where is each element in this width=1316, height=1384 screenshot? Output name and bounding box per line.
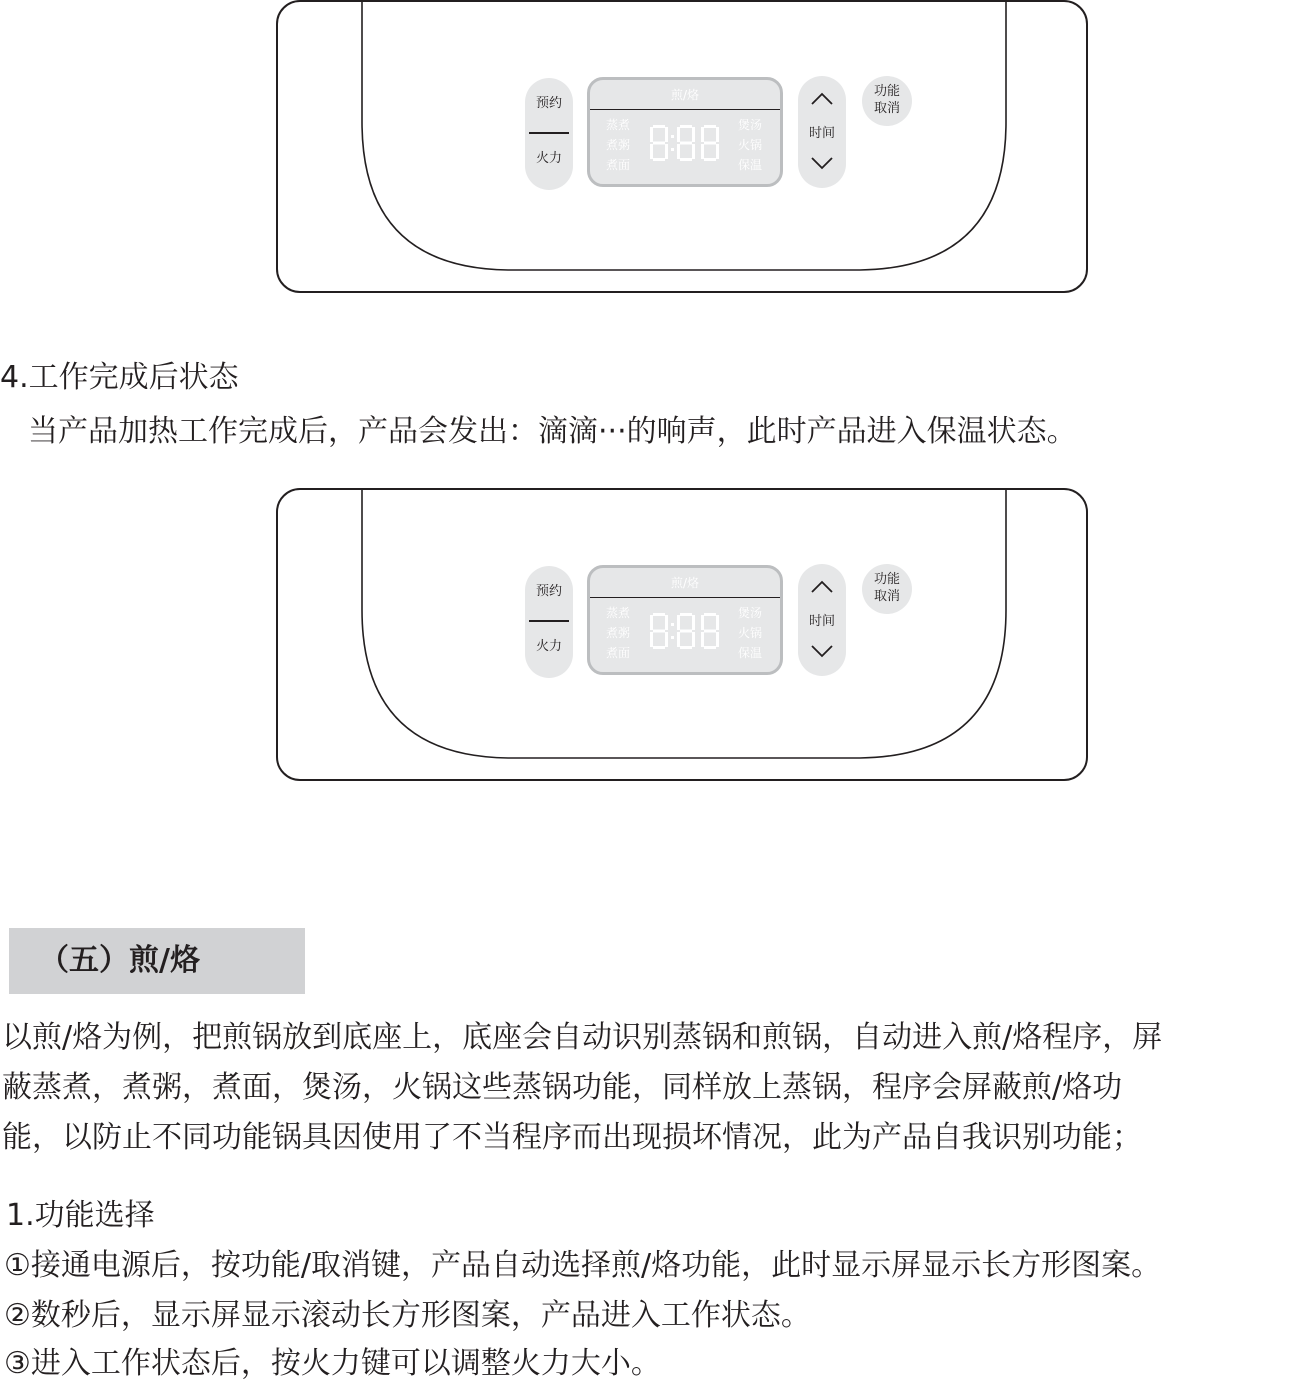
mode-keepwarm: 保温 xyxy=(738,158,763,172)
cancel-label: 取消 xyxy=(873,101,900,116)
mode-steam: 蒸煮 xyxy=(606,118,631,132)
chevron-up-icon[interactable] xyxy=(811,580,833,594)
section-title-box xyxy=(9,928,305,994)
step-3: ③进入工作状态后，按火力键可以调整火力大小。 xyxy=(4,1346,661,1381)
button-divider xyxy=(529,620,569,622)
sub-heading: 1.功能选择 xyxy=(6,1198,155,1233)
mode-porridge: 煮粥 xyxy=(606,138,631,152)
function-label: 功能 xyxy=(873,572,900,587)
screen-header: 煎/烙 xyxy=(590,568,780,598)
step4-heading: 4.工作完成后状态 xyxy=(0,360,239,395)
fire-label: 火力 xyxy=(535,639,562,654)
mode-keepwarm: 保温 xyxy=(738,646,763,660)
control-panel-illustration-2 xyxy=(276,488,1088,781)
chevron-up-icon[interactable] xyxy=(811,92,833,106)
fire-label: 火力 xyxy=(535,151,562,166)
reserve-label: 预约 xyxy=(535,584,562,599)
control-panel-illustration-1 xyxy=(276,0,1088,293)
seven-segment-digits xyxy=(650,613,722,649)
chevron-down-icon[interactable] xyxy=(811,156,833,170)
function-cancel-button[interactable] xyxy=(862,76,912,126)
reserve-label: 预约 xyxy=(535,96,562,111)
time-label: 时间 xyxy=(808,614,835,629)
intro-line-3: 能，以防止不同功能锅具因使用了不当程序而出现损坏情况，此为产品自我识别功能； xyxy=(2,1120,1142,1155)
display-screen xyxy=(587,565,783,675)
step4-body: 当产品加热工作完成后，产品会发出：滴滴···的响声，此时产品进入保温状态。 xyxy=(28,414,1077,449)
mode-soup: 煲汤 xyxy=(738,118,763,132)
mode-steam: 蒸煮 xyxy=(606,606,631,620)
mode-hotpot: 火锅 xyxy=(738,138,763,152)
step-2: ②数秒后，显示屏显示滚动长方形图案，产品进入工作状态。 xyxy=(4,1298,811,1333)
time-label: 时间 xyxy=(808,126,835,141)
intro-line-2: 蔽蒸煮，煮粥，煮面，煲汤，火锅这些蒸锅功能，同样放上蒸锅，程序会屏蔽煎/烙功 xyxy=(2,1070,1123,1105)
cancel-label: 取消 xyxy=(873,589,900,604)
section-title: （五）煎/烙 xyxy=(39,943,200,978)
step-1: ①接通电源后，按功能/取消键，产品自动选择煎/烙功能，此时显示屏显示长方形图案。 xyxy=(4,1248,1162,1283)
display-screen xyxy=(587,77,783,187)
function-label: 功能 xyxy=(873,84,900,99)
seven-segment-digits xyxy=(650,125,722,161)
reserve-fire-button[interactable] xyxy=(525,566,573,678)
reserve-fire-button[interactable] xyxy=(525,78,573,190)
intro-line-1: 以煎/烙为例，把煎锅放到底座上，底座会自动识别蒸锅和煎锅，自动进入煎/烙程序，屏 xyxy=(2,1020,1163,1055)
time-button[interactable] xyxy=(798,76,846,188)
screen-header: 煎/烙 xyxy=(590,80,780,110)
mode-porridge: 煮粥 xyxy=(606,626,631,640)
time-button[interactable] xyxy=(798,564,846,676)
mode-soup: 煲汤 xyxy=(738,606,763,620)
mode-noodle: 煮面 xyxy=(606,158,631,172)
function-cancel-button[interactable] xyxy=(862,564,912,614)
mode-noodle: 煮面 xyxy=(606,646,631,660)
chevron-down-icon[interactable] xyxy=(811,644,833,658)
button-divider xyxy=(529,132,569,134)
mode-hotpot: 火锅 xyxy=(738,626,763,640)
